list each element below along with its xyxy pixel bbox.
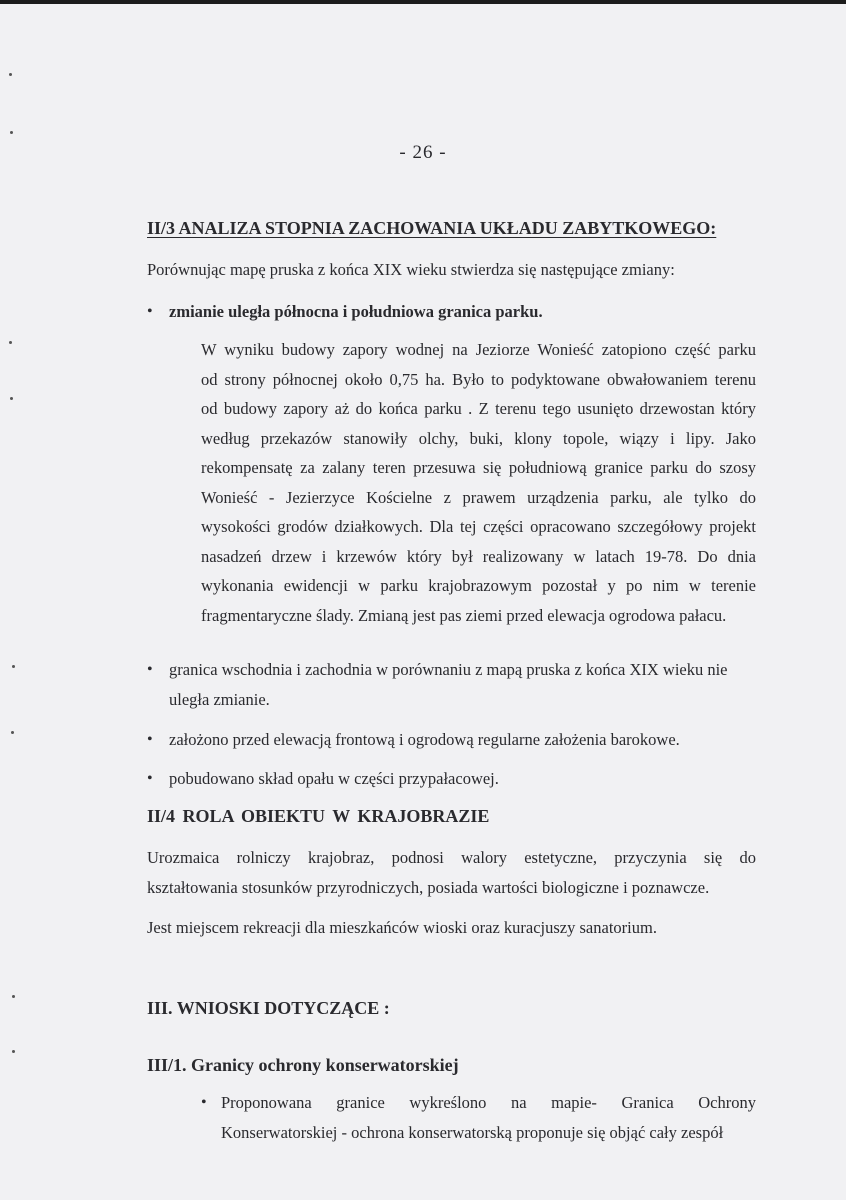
- section-heading-2-3: II/3 ANALIZA STOPNIA ZACHOWANIA UKŁADU ZABYTKOWEGO:: [147, 218, 717, 238]
- paragraph-line: Proponowana granice wykreślono na mapie- Granica Ochrony: [221, 1093, 756, 1112]
- section-heading-2-4: II/4 ROLA OBIEKTU W KRAJOBRAZIE: [147, 806, 490, 826]
- bullet-marker: •: [147, 770, 153, 787]
- bullet-text: uległa zmianie.: [169, 690, 270, 709]
- intro-text: Porównując mapę pruska z końca XIX wieku stwierdza się następujące zmiany:: [147, 260, 675, 279]
- scan-top-edge: [0, 0, 846, 4]
- page-number: - 26 -: [399, 142, 447, 163]
- paragraph-line: wysokości grodów działkowych. Dla tej części opracowano szczegółowy projekt: [201, 517, 756, 536]
- paragraph-park-changes: [201, 335, 756, 630]
- bullet-text: założono przed elewacją frontową i ogrodową regularne założenia barokowe.: [169, 730, 680, 749]
- subsection-heading-3-1: III/1. Granicy ochrony konserwatorskiej: [147, 1055, 459, 1075]
- bullet-text: zmianie uległa północna i południowa granica parku.: [169, 302, 543, 321]
- paragraph-line: nasadzeń drzew i krzewów który był realizowany w latach 19-78. Do dnia: [201, 546, 756, 566]
- paragraph-line: kształtowania stosunków przyrodniczych, posiada wartości biologiczne i poznawcze.: [147, 877, 710, 897]
- bullet-marker: •: [201, 1094, 207, 1111]
- paragraph-line: rekompensatę za zalany teren przesuwa się południową granice parku do szosy: [201, 458, 756, 477]
- paragraph-landscape-role: [147, 843, 756, 902]
- scan-speck: [12, 1050, 15, 1053]
- paragraph-line: według przekazów stanowiły olchy, buki, klony topole, wiązy i lipy. Jako: [201, 428, 756, 448]
- scan-speck: [11, 731, 14, 734]
- scan-speck: [12, 995, 15, 998]
- bullet-text: pobudowano skład opału w części przypałacowej.: [169, 769, 499, 788]
- scan-speck: [9, 73, 12, 76]
- scan-speck: [10, 397, 13, 400]
- scan-speck: [10, 131, 13, 134]
- bullet-marker: •: [147, 731, 153, 748]
- section-heading-3: III. WNIOSKI DOTYCZĄCE :: [147, 998, 390, 1018]
- paragraph-line: W wyniku budowy zapory wodnej na Jeziorze Wonieść zatopiono część parku: [201, 340, 756, 359]
- recreation-text: Jest miejscem rekreacji dla mieszkańców wioski oraz kuracjuszy sanatorium.: [147, 918, 657, 937]
- paragraph-line: Urozmaica rolniczy krajobraz, podnosi walory estetyczne, przyczynia się do: [147, 848, 756, 867]
- scan-speck: [9, 341, 12, 344]
- bullet-marker: •: [147, 661, 153, 678]
- paragraph-line: fragmentaryczne ślady. Zmianą jest pas ziemi przed elewacja ogrodowa pałacu.: [201, 605, 727, 625]
- paragraph-line: od strony północnej około 0,75 ha. Było to podyktowane obwałowaniem terenu: [201, 369, 756, 389]
- scan-speck: [12, 665, 15, 668]
- paragraph-line: od budowy zapory aż do końca parku . Z terenu tego usunięto drzewostan który: [201, 399, 756, 418]
- paragraph-line: Wonieść - Jezierzyce Kościelne z prawem urządzenia parku, ale tylko do: [201, 487, 756, 507]
- bullet-text: granica wschodnia i zachodnia w porównaniu z mapą pruska z końca XIX wieku nie: [169, 660, 728, 679]
- bullet-marker: •: [147, 303, 153, 320]
- paragraph-line: Konserwatorskiej - ochrona konserwatorską proponuje się objąć cały zespół: [221, 1122, 724, 1142]
- paragraph-line: wykonania ewidencji w parku krajobrazowym pozostał y po nim w terenie: [201, 576, 756, 595]
- paragraph-protection-boundary: [221, 1088, 756, 1147]
